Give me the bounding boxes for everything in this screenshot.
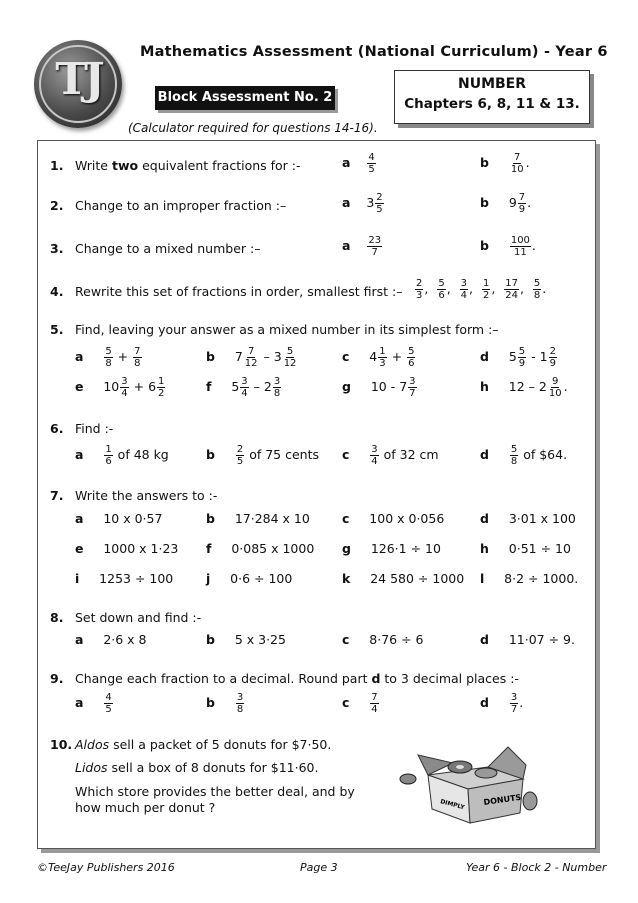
q5-part-d: d 5 $\frac{5}{9}$ - 1 $\frac{2}{9}$ (480, 346, 556, 369)
q9-part-d: d $\frac{3}{7}$ . (480, 692, 524, 715)
q2-part-b: b 9 $\frac{7}{9}$ . (480, 192, 532, 215)
q6-number: 6. (50, 421, 64, 436)
q5-number: 5. (50, 322, 64, 337)
q8-text: Set down and find :- (75, 610, 202, 625)
q9-part-a: a $\frac{4}{5}$ (75, 692, 112, 715)
q1-text: Write two equivalent fractions for :- (75, 158, 301, 173)
q7-part-d: d 3·01 x 100 (480, 511, 576, 526)
q3-text: Change to a mixed number :– (75, 241, 261, 256)
logo-text: TJ (55, 54, 101, 105)
q5-part-h: h 12 – 2 $\frac{9}{10}$ . (480, 376, 568, 399)
q1-part-b: b $\frac{7}{10}$ . (480, 152, 530, 175)
q7-part-c: c 100 x 0·056 (342, 511, 445, 526)
q2-text: Change to an improper fraction :– (75, 198, 287, 213)
q9-part-c: c $\frac{7}{4}$ (342, 692, 378, 715)
box-text-2: DONUTS (483, 792, 522, 807)
q7-part-k: k 24 580 ÷ 1000 (342, 571, 465, 586)
q7-part-g: g 126·1 ÷ 10 (342, 541, 441, 556)
q7-part-f: f 0·085 x 1000 (206, 541, 315, 556)
q7-part-a: a 10 x 0·57 (75, 511, 163, 526)
q1-number: 1. (50, 158, 64, 173)
q7-text: Write the answers to :- (75, 488, 218, 503)
footer-page: Page 3 (300, 861, 338, 874)
footer-section: Year 6 - Block 2 - Number (466, 861, 607, 874)
q5-part-f: f 5 $\frac{3}{4}$ – 2 $\frac{3}{8}$ (206, 376, 281, 399)
q7-part-e: e 1000 x 1·23 (75, 541, 179, 556)
q7-part-l: l 8·2 ÷ 1000. (480, 571, 579, 586)
q8-number: 8. (50, 610, 64, 625)
q3-part-b: b $\frac{100}{11}$ . (480, 235, 536, 258)
chapters-label: Chapters 6, 8, 11 & 13. (404, 96, 580, 112)
topic-title: NUMBER (457, 76, 527, 92)
q4-text: Rewrite this set of fractions in order, smallest first :– (75, 284, 403, 299)
q7-part-h: h 0·51 ÷ 10 (480, 541, 571, 556)
page-title: Mathematics Assessment (National Curriculum) - Year 6 (140, 44, 608, 60)
q4-number: 4. (50, 284, 64, 299)
q1-part-a: a $\frac{4}{5}$ (342, 152, 375, 175)
box-text-1: DIMPLY (439, 798, 466, 812)
q10-line2: Lidos sell a box of 8 donuts for $11·60. (75, 760, 319, 775)
q9-number: 9. (50, 671, 64, 686)
q6-part-a: a $\frac{1}{6}$ of 48 kg (75, 444, 169, 467)
q10-number: 10. (50, 737, 73, 752)
donut-box-illustration (398, 745, 538, 827)
footer-publisher: ©TeeJay Publishers 2016 (37, 861, 175, 874)
q4-fractions: $\frac{2}{3}$ , $\frac{5}{6}$ , $\frac{3}{4}$ , $\frac{1}{2}$ , $\frac{17}{24}$ , $\frac{5}{8}$ . (416, 278, 547, 301)
q8-part-d: d 11·07 ÷ 9. (480, 632, 575, 647)
q7-number: 7. (50, 488, 64, 503)
topic-box (394, 70, 590, 124)
calculator-note: (Calculator required for questions 14-16). (128, 121, 378, 135)
q5-part-c: c 4 $\frac{1}{3}$ + $\frac{5}{6}$ (342, 346, 415, 369)
q6-part-b: b $\frac{2}{5}$ of 75 cents (206, 444, 319, 467)
q7-part-i: i 1253 ÷ 100 (75, 571, 174, 586)
q10-line3: Which store provides the better deal, and by (75, 784, 355, 799)
q10-line1: Aldos sell a packet of 5 donuts for $7·50. (75, 737, 332, 752)
q3-part-a: a $\frac{23}{7}$ (342, 235, 382, 258)
q8-part-b: b 5 x 3·25 (206, 632, 286, 647)
q2-part-a: a 3 $\frac{2}{5}$ (342, 192, 383, 215)
q5-part-b: b 7 $\frac{7}{12}$ – 3 $\frac{5}{12}$ (206, 346, 297, 369)
teejay-logo (34, 40, 122, 128)
q8-part-c: c 8·76 ÷ 6 (342, 632, 424, 647)
q5-text: Find, leaving your answer as a mixed number in its simplest form :– (75, 322, 499, 337)
q7-part-j: j 0·6 ÷ 100 (206, 571, 293, 586)
q2-number: 2. (50, 198, 64, 213)
q7-part-b: b 17·284 x 10 (206, 511, 310, 526)
q5-part-a: a $\frac{5}{8}$ + $\frac{7}{8}$ (75, 346, 141, 369)
block-label: Block Assessment No. 2 (155, 86, 335, 110)
q10-line4: how much per donut ? (75, 800, 216, 815)
q3-number: 3. (50, 241, 64, 256)
q8-part-a: a 2·6 x 8 (75, 632, 147, 647)
q6-part-d: d $\frac{5}{8}$ of $64. (480, 444, 568, 467)
q5-part-g: g 10 - 7 $\frac{3}{7}$ (342, 376, 416, 399)
q6-text: Find :- (75, 421, 114, 436)
q5-part-e: e 10 $\frac{3}{4}$ + 6 $\frac{1}{2}$ (75, 376, 165, 399)
q9-part-b: b $\frac{3}{8}$ (206, 692, 244, 715)
q9-text: Change each fraction to a decimal. Round part d to 3 decimal places :- (75, 671, 519, 686)
q6-part-c: c $\frac{3}{4}$ of 32 cm (342, 444, 439, 467)
